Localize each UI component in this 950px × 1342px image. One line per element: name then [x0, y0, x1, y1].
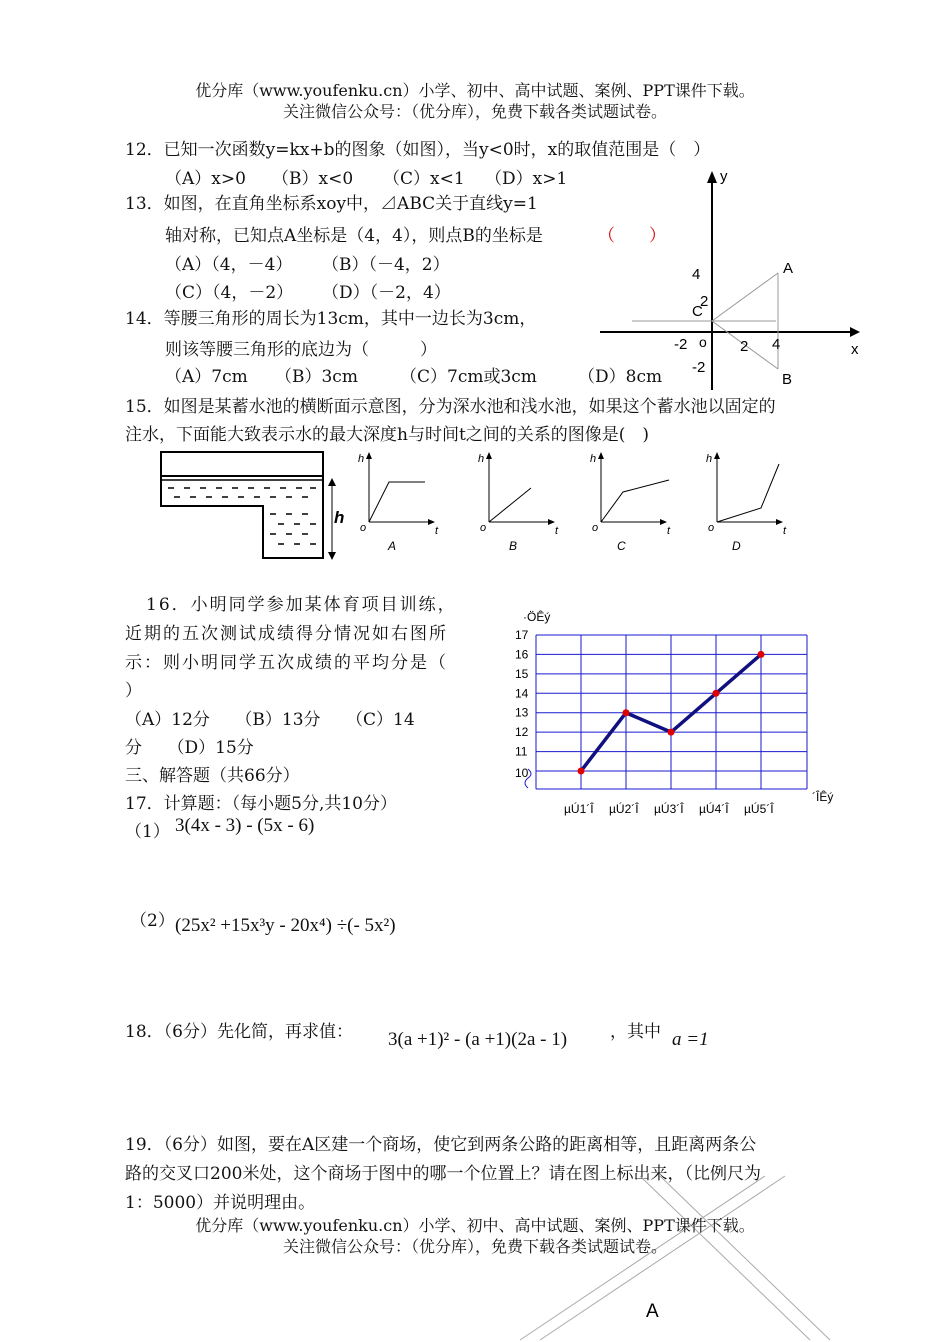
water-hatching: [168, 488, 316, 544]
graph-d-origin: o: [708, 522, 715, 534]
q14-line-2: 则该等腰三角形的底边为（ ）: [165, 340, 437, 360]
q17-part-2-label: （2）: [130, 911, 175, 931]
q13-option-c: （C）（4，－2）: [165, 283, 294, 303]
q12-option-b: （B）x<0: [272, 169, 354, 189]
tick-x-4: 4: [772, 336, 781, 353]
graph-b-axis-t: t: [555, 525, 559, 537]
graph-a-origin: o: [360, 522, 367, 534]
q12-option-c: （C）x<1: [383, 169, 465, 189]
q14-line-1: 14．等腰三角形的周长为13cm，其中一边长为3cm，: [125, 309, 537, 329]
q15-line-1: 15．如图是某蓄水池的横断面示意图，分为深水池和浅水池，如果这个蓄水池以固定的: [125, 397, 776, 417]
graph-a-label: A: [388, 539, 397, 553]
graph-a: [358, 452, 439, 553]
q17-part-2-expression: (25x² +15x³y - 20x⁴) ÷(- 5x²): [175, 915, 396, 936]
q18-condition: a =1: [672, 1029, 709, 1050]
x-tick-label: µÚ2´Î: [609, 802, 639, 816]
point-a-label: A: [783, 260, 794, 277]
road-2-edge: [520, 1176, 765, 1340]
data-point: [668, 729, 675, 736]
y-tick-label: 14: [515, 686, 529, 701]
road-2-edge: [540, 1176, 785, 1340]
x-axis-label: x: [851, 341, 859, 358]
y-tick-label: 11: [515, 744, 528, 759]
graph-c-label: C: [617, 539, 626, 553]
tick-y-neg2: -2: [692, 359, 706, 376]
x-tick-label: µÚ5´Î: [744, 802, 774, 816]
chart-y-axis-label: ·ÖÊý: [523, 610, 551, 624]
graph-b-origin: o: [480, 522, 487, 534]
header-line-1: 优分库（www.youfenku.cn）小学、初中、高中试题、案例、PPT课件下载。: [195, 81, 755, 100]
q18-stem: 18．（6分）先化简，再求值：: [125, 1022, 353, 1042]
y-tick-label: 17: [515, 628, 529, 642]
data-point: [623, 709, 630, 716]
y-tick-label: 12: [515, 725, 529, 740]
pool-top-frame: [161, 452, 323, 476]
graph-b: [478, 452, 559, 553]
y-tick-label: 13: [515, 705, 529, 720]
footer-header-line-1: 优分库（www.youfenku.cn）小学、初中、高中试题、案例、PPT课件下载。: [195, 1216, 755, 1235]
q13-option-b: （B）（－4，2）: [322, 255, 450, 275]
q12-option-a: （A）x>0: [165, 169, 246, 189]
road-1-edge: [640, 1176, 810, 1340]
q13-option-a: （A）（4，－4）: [165, 255, 293, 275]
graph-d-axis-h: h: [706, 453, 713, 465]
graph-d: [706, 452, 787, 553]
q15-graph-options: [355, 450, 795, 558]
pool-diagram: [160, 450, 355, 560]
chart-y-ticks: [515, 628, 529, 780]
depth-arrow-bottom: [328, 552, 336, 560]
chart-x-axis-label: ´ÎÊý: [812, 790, 834, 804]
section-3-title: 三、解答题（共66分）: [125, 766, 300, 786]
tick-x-2: 2: [740, 338, 749, 355]
q19-line-1: 19．（6分）如图，要在A区建一个商场，使它到两条公路的距离相等，且距离两条公: [125, 1135, 757, 1155]
y-axis-arrow: [707, 171, 717, 183]
q13-answer-blank: （ ）: [598, 226, 666, 246]
y-tick-label: 15: [515, 666, 529, 681]
score-line-chart: [510, 605, 855, 825]
x-tick-label: µÚ4´Î: [699, 802, 729, 816]
q16-line-6: 分 （D）15分: [125, 738, 254, 758]
q14-option-d: （D）8cm: [578, 367, 663, 387]
graph-c-origin: o: [592, 522, 599, 534]
data-point: [713, 690, 720, 697]
y-axis-label: y: [720, 168, 728, 185]
graph-b-label: B: [509, 539, 518, 553]
q12-stem: 12．已知一次函数y=kx+b的图象（如图），当y<0时，x的取值范围是（ ）: [125, 140, 711, 160]
y-tick-label: 16: [515, 647, 529, 662]
pool-depth-label: h: [334, 508, 345, 527]
tick-x-neg2: -2: [674, 336, 688, 353]
q13-line-2: 轴对称，已知点A坐标是（4，4），则点B的坐标是: [165, 226, 543, 246]
point-c-label: C: [692, 303, 703, 320]
footer-header-line-2: 关注微信公众号：（优分库），免费下载各类试题试卷。: [282, 1237, 667, 1256]
q14-option-c: （C）7cm或3cm: [400, 367, 537, 387]
data-point: [758, 651, 765, 658]
graph-a-axis-t: t: [435, 525, 439, 537]
graph-a-axis-h: h: [358, 453, 365, 465]
q17-part-1-label: （1）: [125, 822, 170, 842]
q16-line-3: 示：则小明同学五次成绩的平均分是（: [125, 653, 448, 673]
graph-d-label: D: [732, 539, 741, 553]
tick-y-4: 4: [692, 266, 701, 283]
q17-part-1-expression: 3(4x - 3) - (5x - 6): [175, 815, 315, 836]
x-tick-label: µÚ1´Î: [564, 802, 594, 816]
q17-title: 17．计算题：（每小题5分,共10分）: [125, 794, 397, 814]
q16-line-4: ）: [125, 681, 142, 701]
q16-line-5: （A）12分 （B）13分 （C）14: [125, 710, 415, 730]
q12-option-d: （D）x>1: [485, 169, 568, 189]
y-tick-label: 10: [515, 766, 529, 780]
depth-arrow-top: [328, 478, 336, 486]
region-a-label: A: [646, 1301, 659, 1322]
q15-line-2: 注水，下面能大致表示水的最大深度h与时间t之间的关系的图像是( ): [125, 425, 650, 445]
coordinate-graph: [596, 165, 866, 395]
x-axis-arrow: [850, 327, 860, 337]
tick-y-2: 2: [700, 293, 709, 310]
graph-b-axis-h: h: [478, 453, 485, 465]
q18-expression: 3(a +1)² - (a +1)(2a - 1): [388, 1029, 568, 1050]
graph-d-axis-t: t: [783, 525, 787, 537]
chart-grid: [536, 635, 807, 789]
q18-condition-prefix: ，其中: [610, 1022, 661, 1042]
q16-line-2: 近期的五次测试成绩得分情况如右图所: [125, 624, 448, 644]
header-line-2: 关注微信公众号：（优分库），免费下载各类试题试卷。: [282, 102, 667, 121]
q14-option-b: （B）3cm: [275, 367, 358, 387]
chart-x-ticks: [564, 801, 774, 816]
origin-label: o: [699, 334, 707, 350]
graph-c: [590, 452, 671, 553]
q16-line-1: 16．小明同学参加某体育项目训练，: [146, 595, 457, 615]
point-b-label: B: [782, 371, 793, 388]
x-tick-label: µÚ3´Î: [654, 802, 684, 816]
q13-line-1: 13．如图，在直角坐标系xoy中，⊿ABC关于直线y=1: [125, 194, 538, 214]
q19-line-3: 1：5000）并说明理由。: [125, 1193, 316, 1213]
q13-option-d: （D）（－2，4）: [322, 283, 451, 303]
graph-c-axis-t: t: [667, 525, 671, 537]
q14-option-a: （A）7cm: [165, 367, 248, 387]
data-point: [578, 768, 585, 775]
graph-c-axis-h: h: [590, 453, 597, 465]
q19-line-2: 路的交叉口200米处，这个商场于图中的哪一个位置上？请在图上标出来，（比例尺为: [125, 1164, 761, 1184]
road-1-edge: [660, 1176, 830, 1340]
triangle-side: [712, 273, 778, 321]
